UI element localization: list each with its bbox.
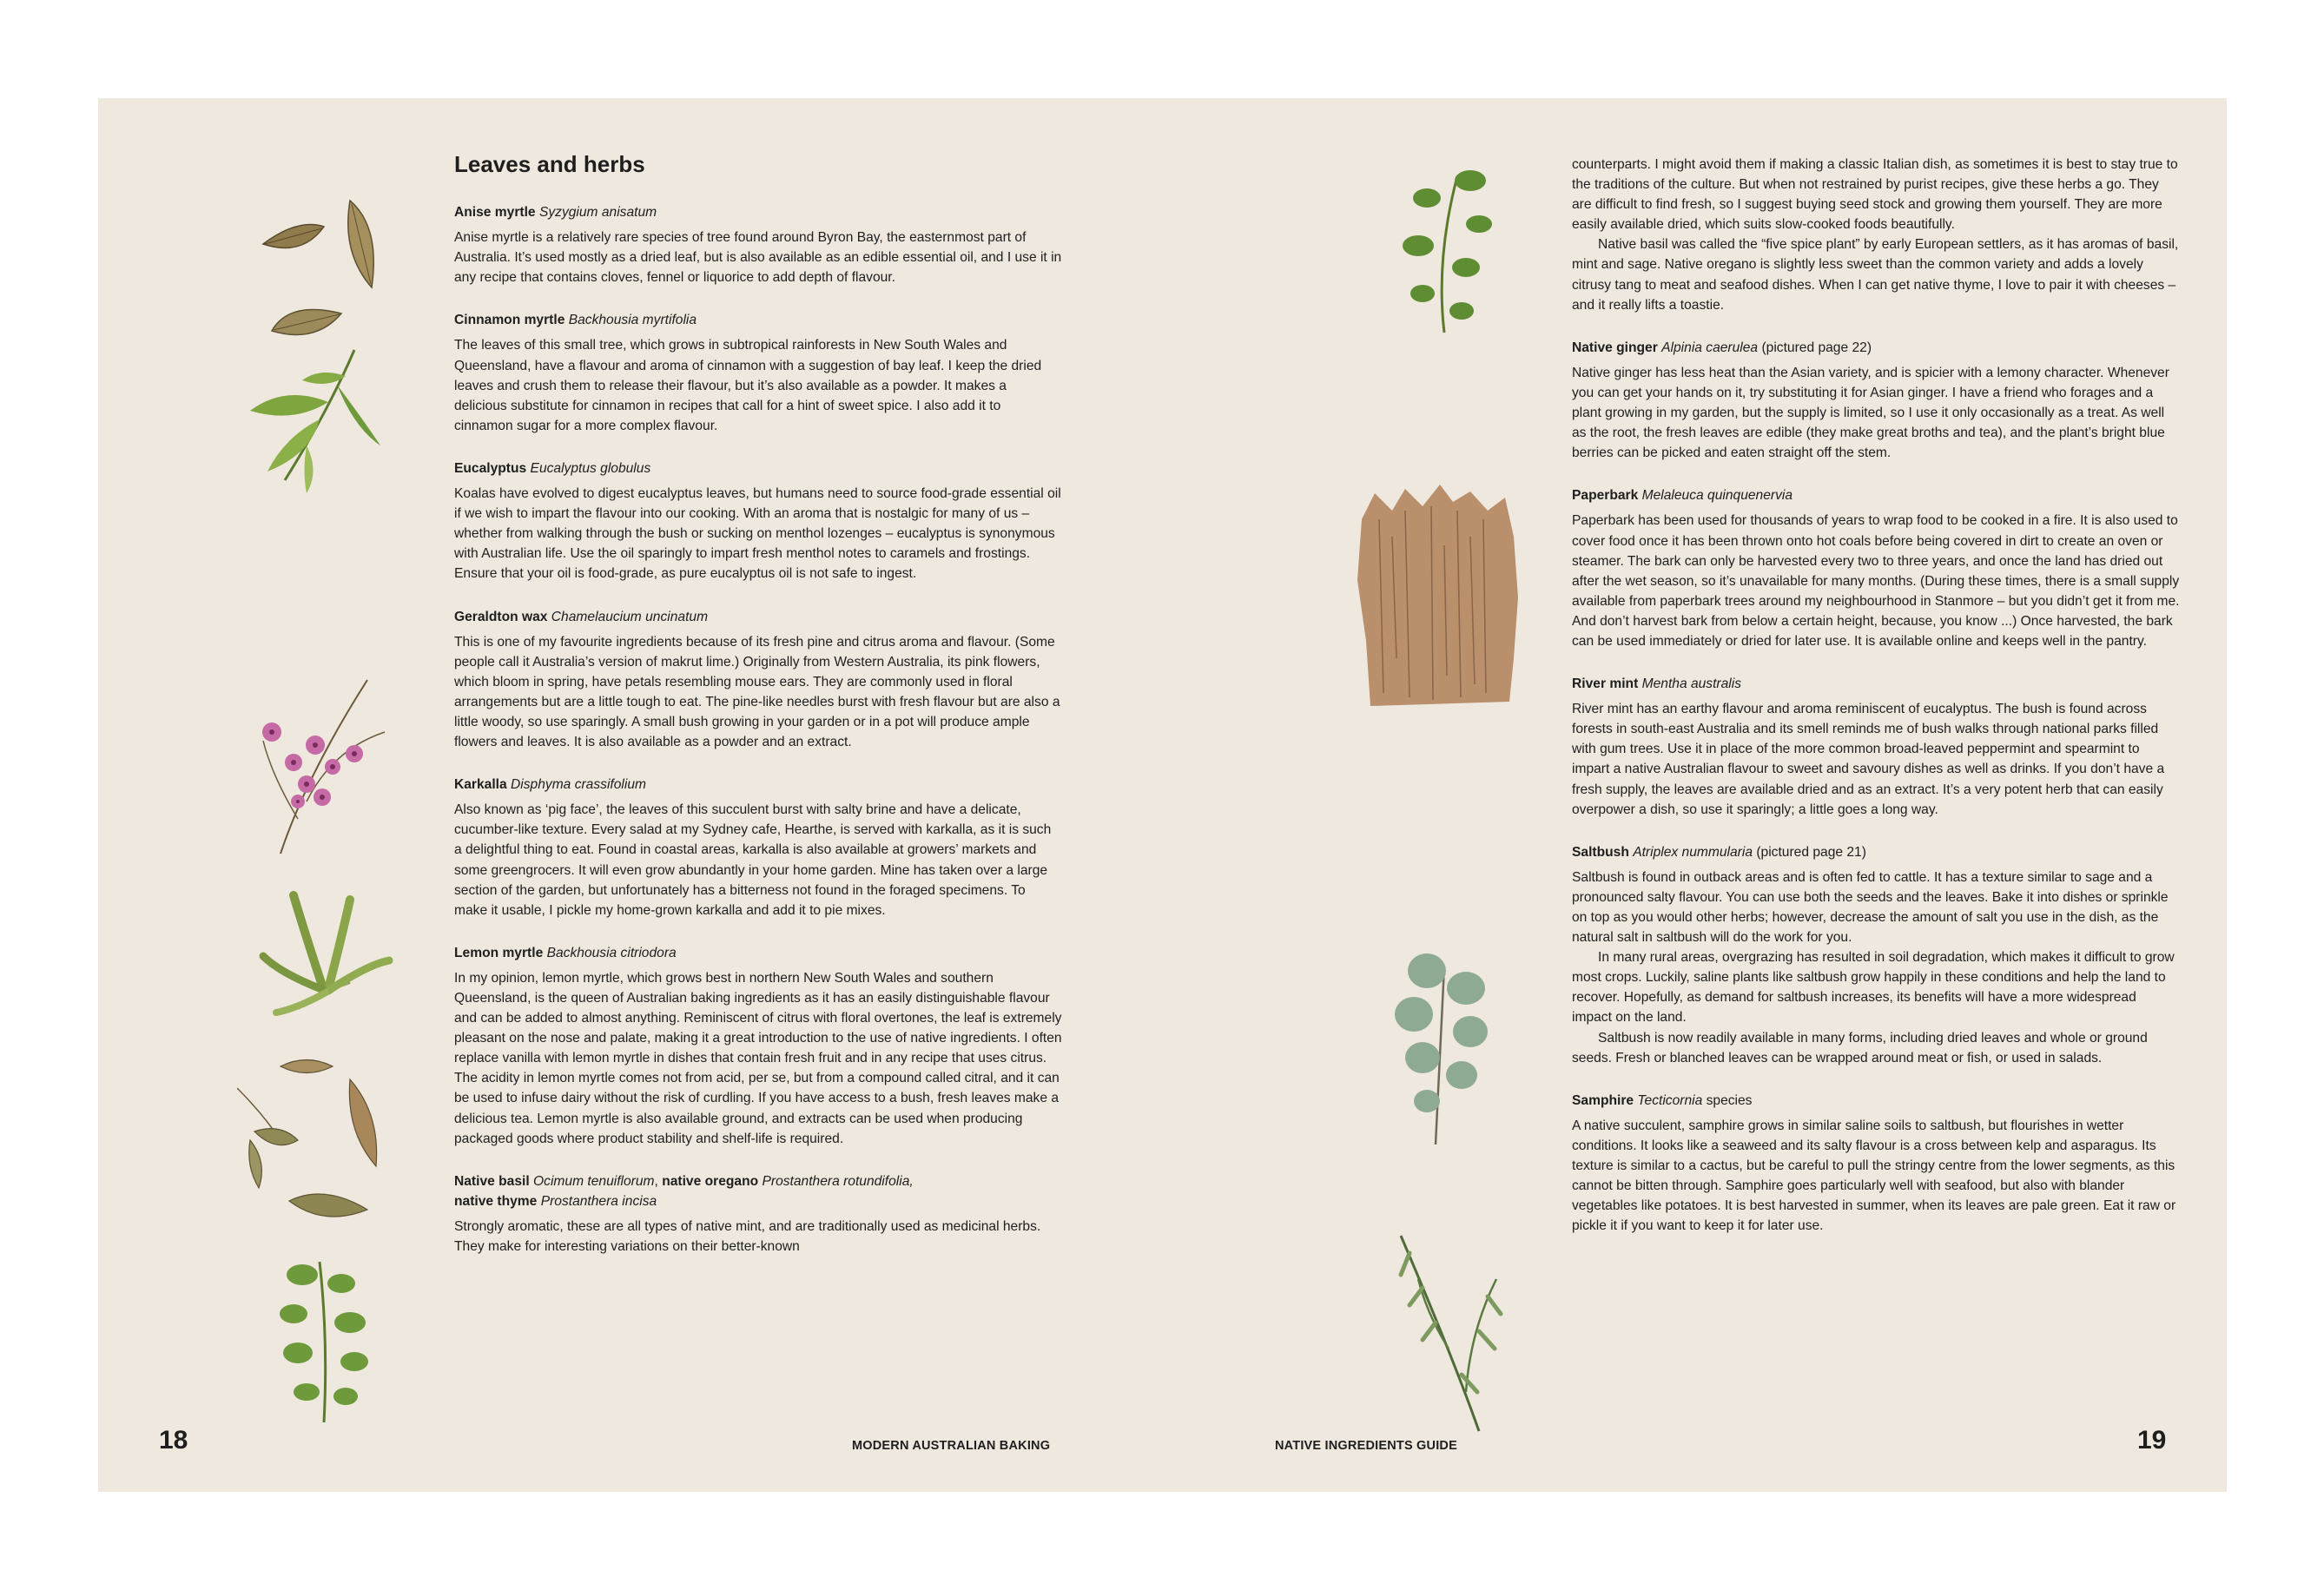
entry-name: Samphire [1572,1092,1634,1108]
entry-name: Native basil [454,1173,530,1189]
cinnamon-myrtle-leaves-illustration [233,341,406,498]
entry-name: Geraldton wax [454,609,548,624]
right-page-column [1572,155,2180,1258]
entry-native-basil-continued [1572,155,2180,315]
entry-latin: Backhousia citriodora [546,945,677,960]
entry-name: Eucalyptus [454,460,527,476]
right-page-number: 19 [2137,1426,2167,1455]
entry-samphire [1572,1091,2180,1237]
entry-title [454,943,1062,963]
entry-latin: Melaleuca quinquenervia [1641,488,1793,504]
entry-river-mint [1572,674,2180,820]
entry-text: Native basil was called the “five spice plant” by early European settlers, as it has aromas of basil, mint and sage. Native oregano is slightly less sweet than the common variety and adds a lovely citrusy tang to meat and seafood dishes. When I can get native thyme, I love to pair it with cheeses – and it really lifts a toastie. [1572,237,2179,313]
entry-geraldton-wax [454,607,1062,753]
entry-anise-myrtle [454,202,1062,287]
right-running-footer: NATIVE INGREDIENTS GUIDE [1275,1439,1457,1453]
entry-title [1572,338,2180,358]
entry-text: In my opinion, lemon myrtle, which grows best in northern New South Wales and southern Queensland, is the queen of Australian baking ingredients as it has an easily distinguishable flavour and can be added to almost anything. Reminiscent of citrus with floral overtones, the leaf is extremely pleasant on the nose and palate, making it a great introduction to the use of native ingredients. I often replace vanilla with lemon myrtle in dishes that contain fresh fruit and in any recipe that uses citrus. The acidity in lemon myrtle comes not from acid, per se, but from a compound called citral, and it can be used to infuse dairy without the risk of curdling. If you have access to a bush, fresh leaves make a delicious tea. Lemon myrtle is also available ground, and extracts can be used when producing packaged goods where product stability and shelf-life is required. [454,970,1062,1146]
entry-text: Native ginger has less heat than the Asian variety, and is spicier with a lemony character. Whenever you can get your hands on it, try substituting it for Asian ginger. I have a friend who forages and a plant growing in my garden, but the supply is limited, so I use it only occasionally as a treat. As well as the root, the fresh leaves are edible (they make great broths and tea), and the plant’s bright blue berries can be picked and eaten straight off the stem. [1572,365,2169,461]
left-running-footer: MODERN AUSTRALIAN BAKING [852,1439,1051,1453]
entry-latin: Prostanthera incisa [540,1193,657,1209]
entry-note: (pictured page 22) [1761,340,1872,355]
entry-text: Paperbark has been used for thousands of years to wrap food to be cooked in a fire. It is also used to cover food once it has been thrown onto hot coals before being covered in dirt to create an oven or steamer. The bark can only be harvested every two to three years, and once the land has dried out after the wet season, so it’s unavailable for many months. (During these times, there is a small supply available from paperbark trees around my neighbourhood in Stanmore – but you didn’t get it from me. And don’t harvest bark from below a certain height, because, you know ...) Once harvested, the bark can be used immediately or dried for later use. It is available online and keeps well in the pantry. [1572,513,2180,649]
native-basil-sprig-illustration [254,1253,402,1427]
entry-cinnamon-myrtle [454,310,1062,436]
entry-latin: Syzygium anisatum [538,205,657,220]
entry-title [454,775,1062,795]
paperbark-illustration [1344,485,1527,710]
entry-latin: Backhousia myrtifolia [568,313,697,328]
entry-title [1572,1091,2180,1111]
entry-name: Native ginger [1572,340,1658,355]
entry-text: In many rural areas, overgrazing has resulted in soil degradation, which makes it difficult to grow most crops. Luckily, saline plants like saltbush grow happily in these conditions and help the land to recover. Hopefully, as demand for saltbush increases, its benefits will have a more widespread impact on the land. [1572,950,2175,1026]
left-page-column [454,150,1062,1279]
entry-text: Strongly aromatic, these are all types of native mint, and are traditionally used as medicinal herbs. They make for interesting variations on their better-known [454,1218,1041,1255]
entry-text: Koalas have evolved to digest eucalyptus leaves, but humans need to source food-grade essential oil if we wish to impart the flavour into our cooking. With an aroma that is nostalgic for many of us – whether from walking through the bush or sucking on menthol lozenges – eucalyptus is synonymous with Australian life. Use the oil sparingly to impart fresh menthol notes to caramels and frostings. Ensure that your oil is food-grade, as pure eucalyptus oil is not safe to ingest. [454,486,1061,582]
entry-title: Native basil Ocimum tenuiflorum, native oregano Prostanthera rotundifolia, native thyme Prostanthera incisa [454,1173,914,1209]
entry-title [454,310,1062,330]
entry-text: Saltbush is now readily available in many forms, including dried leaves and whole or ground seeds. Fresh or blanched leaves can be wrapped around meat or fish, or used in salads. [1572,1030,2148,1065]
entry-name: Karkalla [454,777,507,793]
entry-title [1572,485,2180,505]
left-page-number: 18 [159,1426,188,1455]
entry-text: Also known as ‘pig face’, the leaves of this succulent burst with salty brine and have a delicate, cucumber-like texture. Every salad at my Sydney cafe, Hearthe, is served with karkalla, as it is such a delightful thing to eat. Found in coastal areas, karkalla is also available at growers’ markets and some greengrocers. It will even grow abundantly in your home garden. Mine has taken over a large section of the garden, but unfortunately has a bitterness not found in the foraged specimens. To make it usable, I pickle my home-grown karkalla and add it to pie mixes. [454,802,1052,918]
entry-title [1572,674,2180,694]
saltbush-illustration [1375,949,1505,1149]
entry-name: Saltbush [1572,844,1629,860]
entry-name: native oregano [662,1173,759,1189]
entry-title [454,202,1062,222]
entry-name: native thyme [454,1193,538,1209]
entry-native-ginger [1572,338,2180,464]
entry-text: Anise myrtle is a relatively rare species of tree found around Byron Bay, the easternmost part of Australia. It’s used mostly as a dried leaf, but is also available as an edible essential oil, and I use it in any recipe that contains cloves, fennel or liquorice to add depth of flavour. [454,230,1062,286]
karkalla-succulent-illustration [246,878,402,1026]
native-herbs-sprig-illustration [1375,163,1514,337]
entry-latin: Eucalyptus globulus [530,460,651,476]
entry-latin: Atriplex nummularia [1633,844,1753,860]
entry-name: River mint [1572,676,1639,692]
entry-text: River mint has an earthy flavour and aroma reminiscent of eucalyptus. The bush is found across forests in south-east Australia and its smell reminds me of bush walks through national parks filled with gum trees. Use it in place of the more common broad-leaved peppermint and spearmint to impart a native Australian flavour to sweet and savoury dishes as well as drinks. If you don’t have a fresh supply, the leaves are available dried and as an extract. It’s a very potent herb that can easily overpower a dish, so use it sparingly; a little goes a long way. [1572,702,2165,817]
entry-eucalyptus [454,459,1062,584]
geraldton-wax-flowers-illustration [246,671,402,862]
entry-text: counterparts. I might avoid them if making a classic Italian dish, as sometimes it is best to stay true to the traditions of the culture. But when not restrained by purist recipes, give these herbs a go. They are difficult to find fresh, so I suggest buying seed stock and growing them yourself. They are more easily available dried, which suits slow-cooked foods beautifully. [1572,157,2178,233]
entry-name: Anise myrtle [454,205,536,220]
entry-text: The leaves of this small tree, which grows in subtropical rainforests in New South Wales and Queensland, have a flavour and aroma of cinnamon with a suggestion of bay leaf. I keep the dried leaves and crush them to release their flavour, but it’s also available as a powder. It makes a delicious substitute for cinnamon in recipes that call for a hint of sweet spice. I also add it to cinnamon sugar for a more complex flavour. [454,338,1042,433]
entry-latin: Mentha australis [1641,676,1742,692]
entry-latin: Alpinia caerulea [1661,340,1759,355]
entry-latin: Prostanthera rotundifolia, [762,1173,914,1189]
entry-note: species [1706,1092,1753,1108]
entry-text: A native succulent, samphire grows in similar saline soils to saltbush, but flourishes in wetter conditions. It looks like a seaweed and its salty flavour is a cross between kelp and asparagus. Its texture is similar to a cactus, but be careful to pull the stringy centre from the lower segments, as this cannot be bitten through. Samphire goes particularly well with seafood, but also with blander vegetables like potatoes. It is best harvested in summer, when its leaves are pale green. Eat it raw or pickle it if you want to keep it for later use. [1572,1118,2176,1234]
entry-latin: Chamelaucium uncinatum [551,609,709,624]
entry-lemon-myrtle [454,943,1062,1149]
entry-native-basil [454,1171,1062,1257]
entry-paperbark [1572,485,2180,651]
entry-name: Lemon myrtle [454,945,544,960]
entry-title [454,607,1062,627]
entry-latin: Disphyma crassifolium [511,777,647,793]
samphire-illustration [1383,1227,1514,1435]
entry-text: This is one of my favourite ingredients because of its fresh pine and citrus aroma and flavour. (Some people call it Australia’s version of makrut lime.) Originally from Western Australia, its pink flowers, which bloom in spring, have petals resembling mouse ears. They are commonly used in floral arrangements but are a little tough to eat. The pine-like needles burst with fresh flavour but are also a little woody, so use sparingly. A small bush growing in your garden or in a pot will produce ample flowers and leaves. It is also available as a powder and an extract. [454,634,1060,750]
entry-note: (pictured page 21) [1756,844,1866,860]
lemon-myrtle-leaves-illustration [237,1053,411,1236]
entry-text: Saltbush is found in outback areas and is often fed to cattle. It has a texture similar to sage and a pronounced salty flavour. You can use both the seeds and the leaves. Bake it into dishes or sprinkle on top as you would other herbs; however, decrease the amount of salt you use in the dish, as the natural salt in saltbush will do the work for you. [1572,869,2169,946]
page-heading: Leaves and herbs [454,151,645,177]
entry-title [454,459,1062,478]
entry-karkalla [454,775,1062,920]
anise-myrtle-leaves-illustration [254,192,411,348]
entry-name: Paperbark [1572,488,1639,504]
entry-latin: Ocimum tenuiflorum [533,1173,655,1189]
entry-saltbush [1572,842,2180,1068]
entry-latin: Tecticornia [1637,1092,1703,1108]
book-spread [98,98,2227,1492]
entry-title [1572,842,2180,862]
entry-name: Cinnamon myrtle [454,313,565,328]
